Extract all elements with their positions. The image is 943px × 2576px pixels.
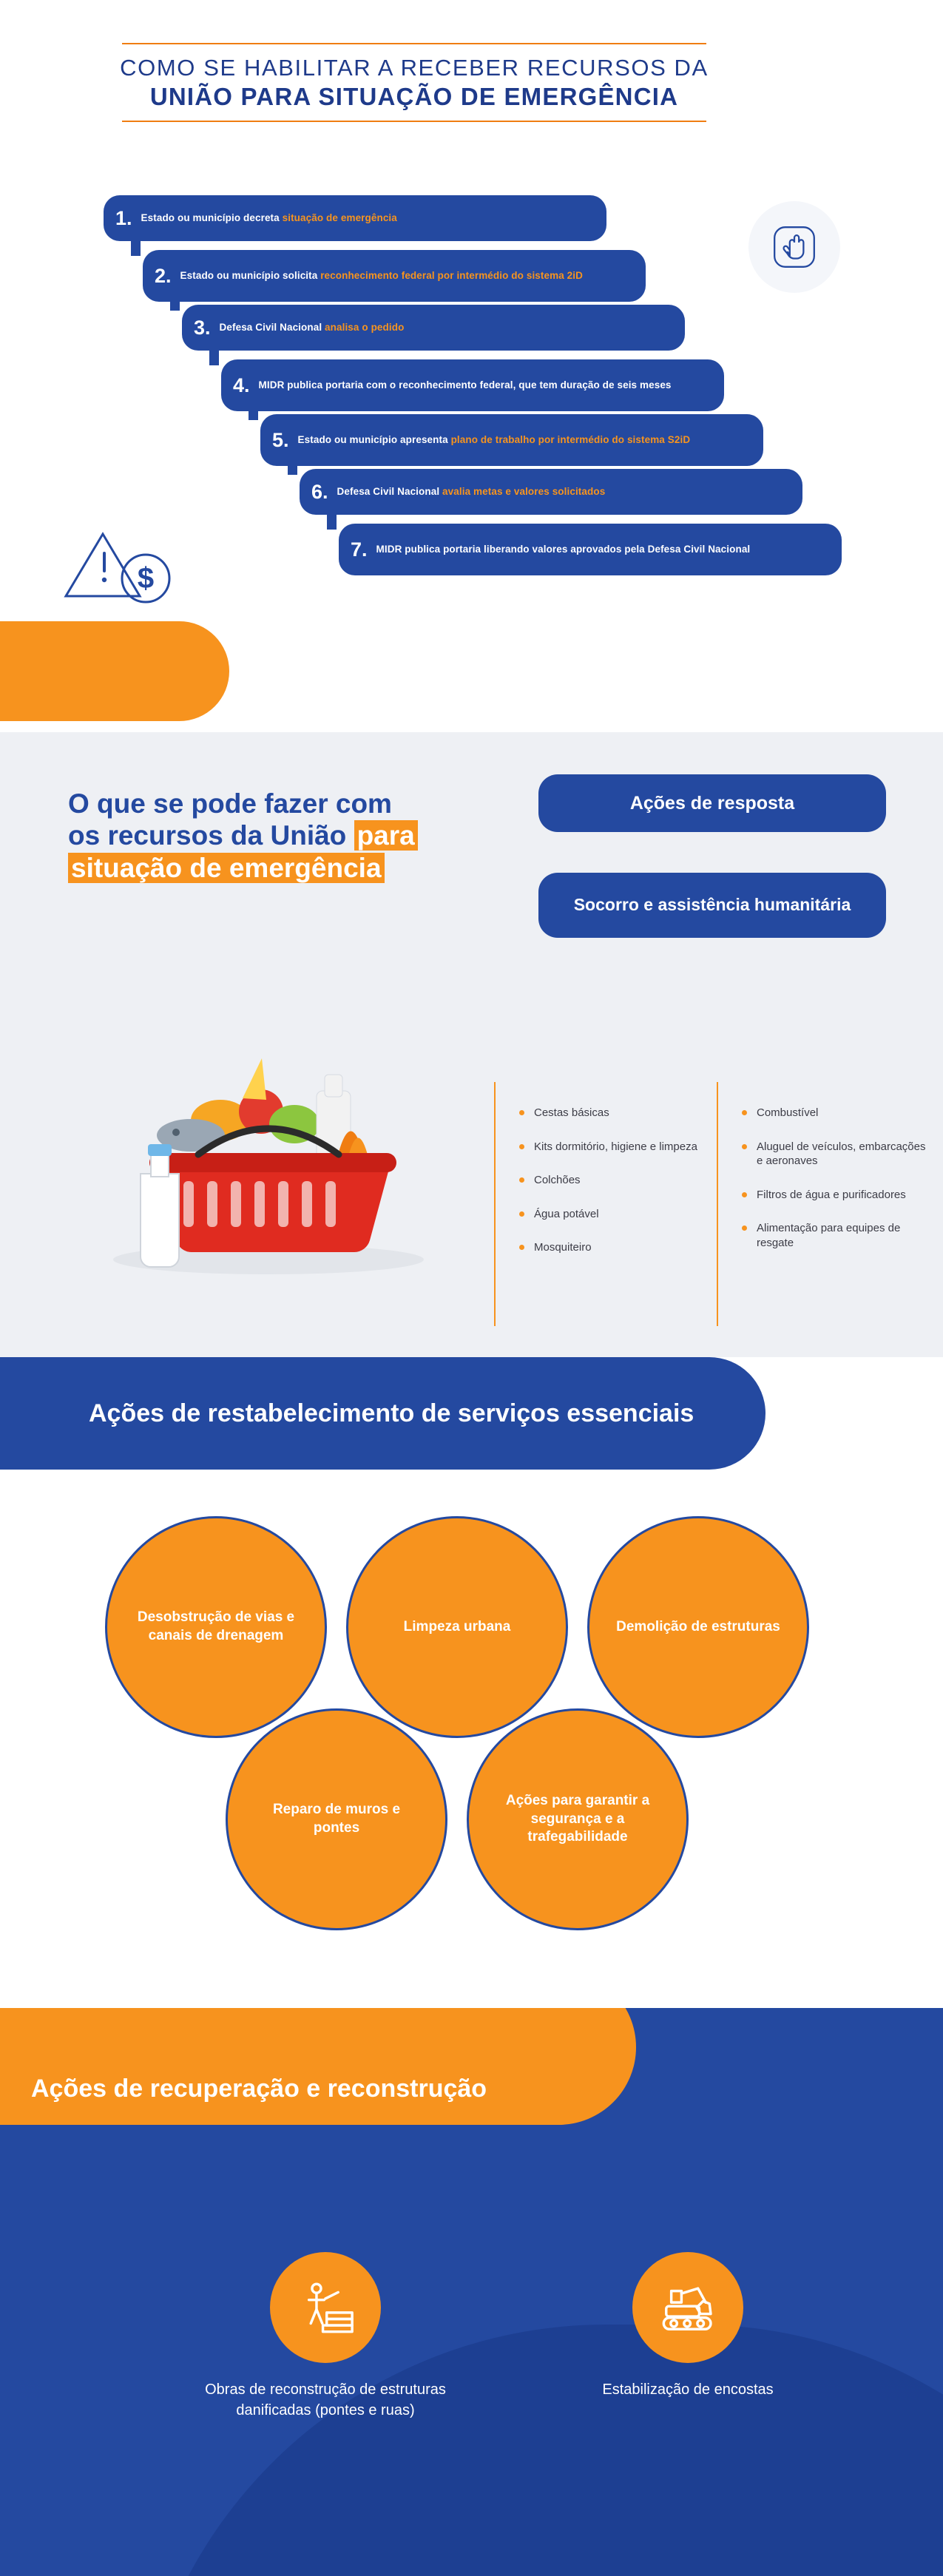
- step-4-number: 4.: [233, 373, 250, 396]
- step-2-number: 2.: [155, 264, 172, 287]
- steps-flow: [0, 185, 943, 666]
- list-column-right: [717, 1082, 938, 1326]
- band-recuperacao: [0, 2008, 636, 2125]
- step-7: [339, 524, 842, 575]
- circle-item-3: Demolição de estruturas: [587, 1516, 809, 1738]
- step-2: [143, 250, 646, 302]
- list-item: Colchões: [519, 1173, 709, 1188]
- step-6-number: 6.: [311, 480, 328, 503]
- band-restabelecimento-title: Ações de restabelecimento de serviços essenciais: [89, 1399, 694, 1427]
- step-5-number: 5.: [272, 428, 289, 451]
- section2-heading-highlight: para situação de emergência: [68, 820, 418, 882]
- section2-heading: [68, 788, 416, 884]
- section-how-to-qualify: [0, 0, 943, 732]
- restabelecimento-circles: [0, 1501, 943, 1975]
- recovery-item-2: [533, 2252, 843, 2400]
- step-1-text: Estado ou município decreta situação de emergência: [141, 212, 397, 224]
- list-item: Alimentação para equipes de resgate: [742, 1221, 930, 1250]
- recovery-item-2-label: Estabilização de encostas: [602, 2381, 774, 2398]
- band-recuperacao-title: Ações de recuperação e reconstrução: [31, 2075, 487, 2103]
- title-line-1: COMO SE HABILITAR A RECEBER RECURSOS DA: [120, 55, 709, 81]
- list-item: Mosquiteiro: [519, 1240, 709, 1255]
- circle-item-2: Limpeza urbana: [346, 1516, 568, 1738]
- step-5: [260, 414, 763, 466]
- step-6: [300, 469, 802, 515]
- recovery-item-1: [170, 2252, 481, 2421]
- step-7-number: 7.: [351, 538, 368, 561]
- list-item: Cestas básicas: [519, 1106, 709, 1120]
- svg-text:$: $: [137, 562, 155, 595]
- step-7-text: MIDR publica portaria liberando valores aprovados pela Defesa Civil Nacional: [376, 544, 751, 555]
- title-line-2: UNIÃO PARA SITUAÇÃO DE EMERGÊNCIA: [149, 83, 679, 110]
- recovery-item-1-label: Obras de reconstrução de estruturas danificadas (pontes e ruas): [205, 2381, 446, 2418]
- section-restabelecimento: [0, 1357, 943, 2008]
- pill-socorro-assistencia: Socorro e assistência humanitária: [538, 873, 886, 938]
- step-4: [221, 359, 724, 411]
- step-1-number: 1.: [115, 206, 132, 229]
- circle-item-1: Desobstrução de vias e canais de drenagem: [105, 1516, 327, 1738]
- response-actions-lists: [494, 1082, 938, 1326]
- excavator-icon: [632, 2252, 743, 2363]
- food-basket-illustration: [72, 987, 457, 1283]
- list-item: Kits dormitório, higiene e limpeza: [519, 1140, 709, 1155]
- circle-item-4: Reparo de muros e pontes: [226, 1708, 447, 1930]
- pill-acoes-de-resposta: Ações de resposta: [538, 774, 886, 832]
- list-item: Filtros de água e purificadores: [742, 1188, 930, 1203]
- band-restabelecimento: [0, 1357, 765, 1470]
- step-2-text: Estado ou município solicita reconhecimento federal por intermédio do sistema 2iD: [180, 270, 583, 282]
- page-title: [81, 43, 747, 122]
- section2-heading-plain: O que se pode fazer com os recursos da União: [68, 788, 392, 851]
- step-3-number: 3.: [194, 316, 211, 339]
- list-item: Combustível: [742, 1106, 930, 1120]
- section-recuperacao: [0, 2008, 943, 2576]
- list-item: Aluguel de veículos, embarcações e aeronaves: [742, 1140, 930, 1169]
- construction-worker-icon: [270, 2252, 381, 2363]
- step-5-text: Estado ou município apresenta plano de trabalho por intermédio do sistema S2iD: [297, 434, 691, 446]
- step-1: [104, 195, 606, 241]
- list-item: Água potável: [519, 1207, 709, 1222]
- step-3: [182, 305, 685, 351]
- step-4-text: MIDR publica portaria com o reconhecimento federal, que tem duração de seis meses: [258, 379, 672, 391]
- step-3-text: Defesa Civil Nacional analisa o pedido: [219, 322, 405, 334]
- step-6-text: Defesa Civil Nacional avalia metas e valores solicitados: [337, 486, 606, 498]
- title-rule-bottom: [122, 121, 706, 122]
- section-what-can-be-done: [0, 732, 943, 1357]
- circle-item-5: Ações para garantir a segurança e a trafegabilidade: [467, 1708, 689, 1930]
- list-column-left: [496, 1082, 717, 1326]
